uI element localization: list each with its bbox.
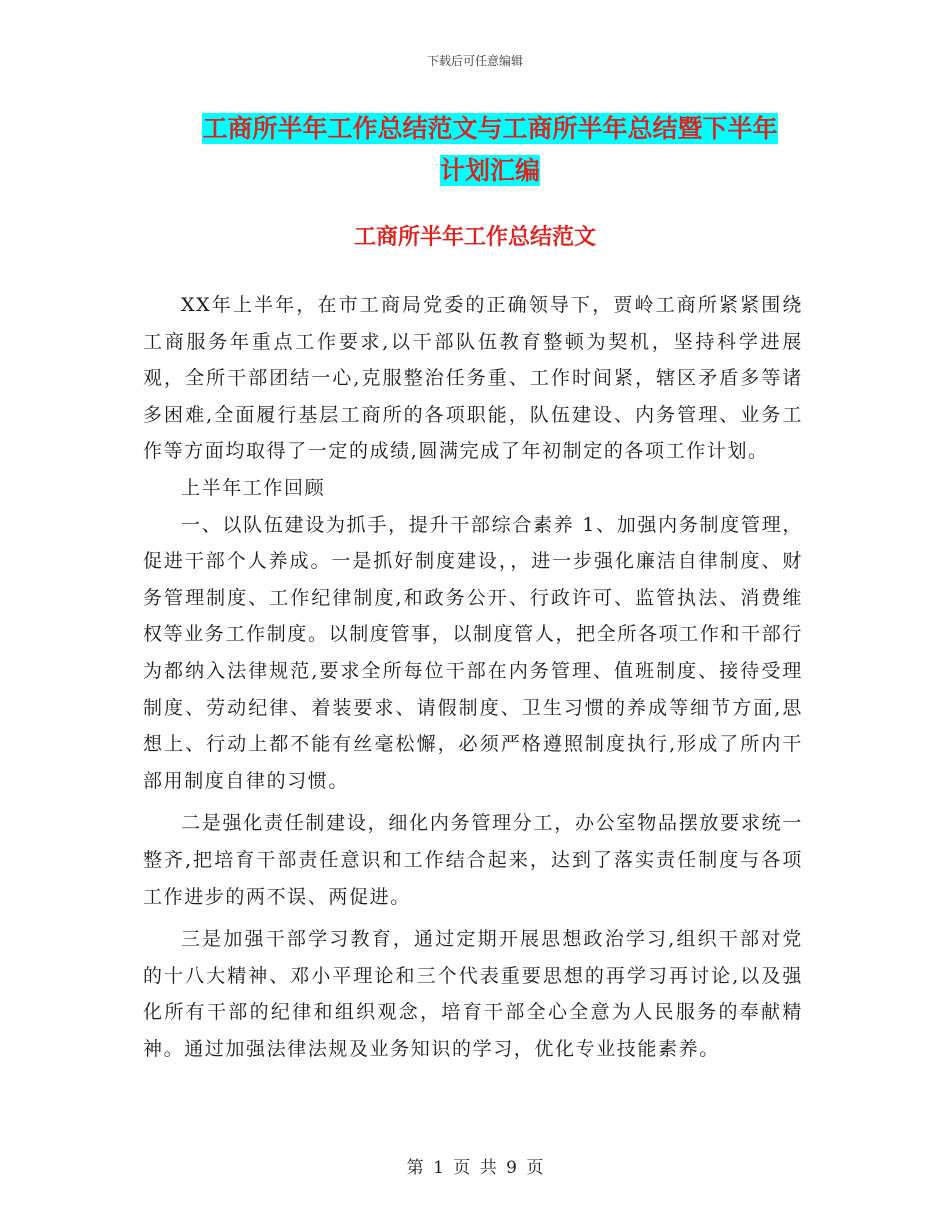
paragraph-team-building: 一、以队伍建设为抓手，提升干部综合素养 1、加强内务制度管理，促进干部个人养成。一是抓好制度建设，，进一步强化廉洁自律制度、财务管理制度、工作纪律制度,和政务公开、行政许可、监管执法、消费维权等业务工作制度。以制度管事，以制度管人，把全所各项工作和干部行为都纳入法律规范,要求全所每位干部在内务管理、值班制度、接待受理制度、劳动纪律、着装要求、请假制度、卫生习惯的养成等细节方面,思想上、行动上都不能有丝毫松懈，必须严格遵照制度执行,形成了所内干部用制度自律的习惯。 [143, 513, 803, 792]
page-number-footer: 第 1 页 共 9 页 [406, 1158, 544, 1178]
document-title-line-2: 计划汇编 [439, 156, 540, 185]
paragraph-responsibility: 二是强化责任制建设，细化内务管理分工，办公室物品摆放要求统一整齐,把培育干部责任意识和工作结合起来，达到了落实责任制度与各项工作进步的两不误、两促进。 [143, 812, 803, 908]
section-title: 工商所半年工作总结范文 [353, 225, 596, 250]
paragraph-learning: 三是加强干部学习教育，通过定期开展思想政治学习,组织干部对党的十八大精神、邓小平理论和三个代表重要思想的再学习再讨论,以及强化所有干部的纪律和组织观念，培育干部全心全意为人民服务的奉献精神。通过加强法律法规及业务知识的学习，优化专业技能素养。 [143, 928, 803, 1060]
document-body [143, 287, 803, 1067]
header-note: 下载后可任意编辑 [426, 54, 523, 68]
paragraph-intro: XX年上半年，在市工商局党委的正确领导下，贾岭工商所紧紧围绕工商服务年重点工作要求,以干部队伍教育整顿为契机，坚持科学进展观，全所干部团结一心,克服整治任务重、工作时间紧，辖区矛盾多等诸多困难,全面履行基层工商所的各项职能，队伍建设、内务管理、业务工作等方面均取得了一定的成绩,圆满完成了年初制定的各项工作计划。 [143, 294, 803, 463]
document-title [150, 108, 830, 192]
document-title-line-1: 工商所半年工作总结范文与工商所半年总结暨下半年 [202, 114, 778, 143]
paragraph-review-heading: 上半年工作回顾 [181, 476, 326, 499]
